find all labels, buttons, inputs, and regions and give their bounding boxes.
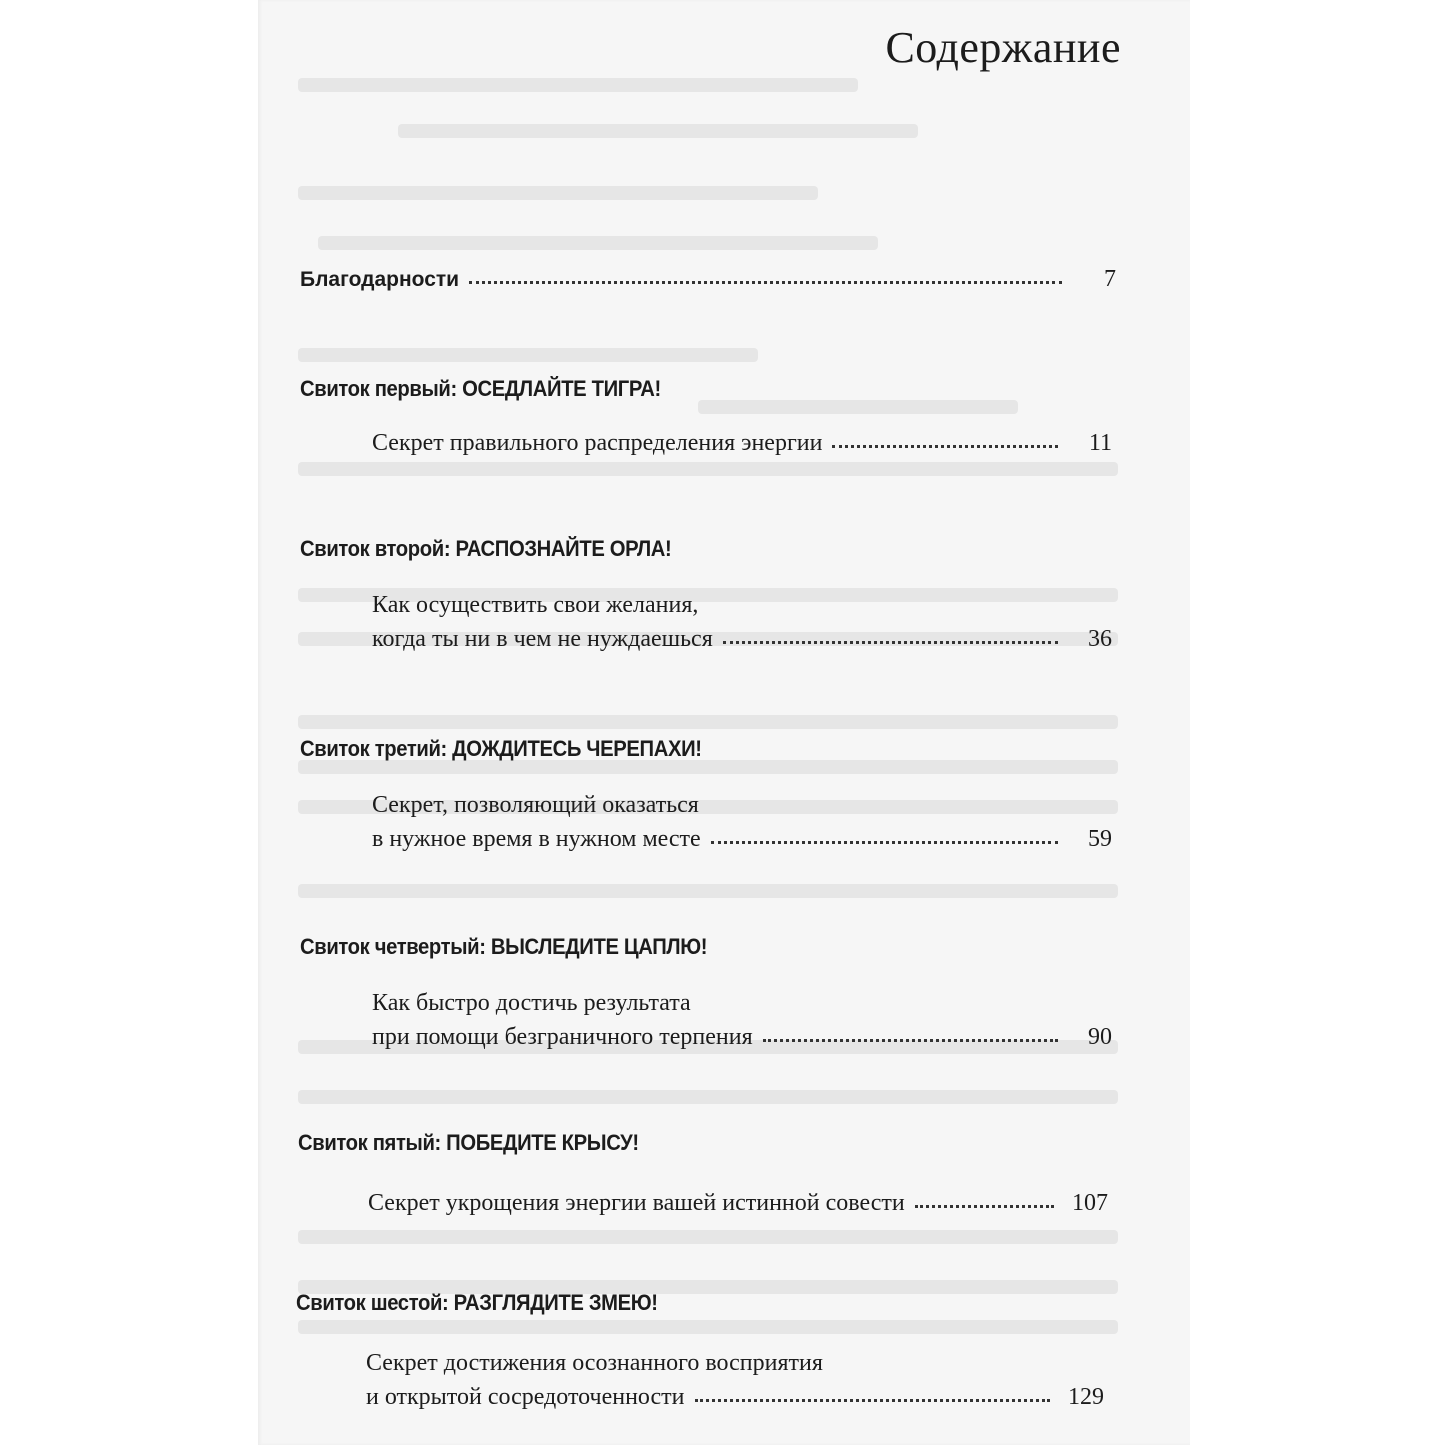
page-number: 107 [1072, 1190, 1108, 1216]
toc-entry-2[interactable] [372, 588, 1112, 656]
entry-label-line2: и открытой сосредоточенности [366, 1384, 685, 1410]
book-page [258, 0, 1190, 1445]
entry-label: Секрет правильного распределения энергии [372, 430, 823, 456]
scroll-heading-2[interactable]: Свиток второй: РАСПОЗНАЙТЕ ОРЛА! [300, 536, 672, 561]
scroll-heading-4[interactable]: Свиток четвертый: ВЫСЛЕДИТЕ ЦАПЛЮ! [300, 934, 708, 959]
page-number: 7 [1104, 266, 1116, 292]
page-number: 36 [1088, 626, 1112, 652]
leader-dots [695, 1393, 1051, 1402]
leader-dots [711, 835, 1058, 844]
scroll-heading-1[interactable]: Свиток первый: ОСЕДЛАЙТЕ ТИГРА! [300, 376, 661, 401]
page-number: 129 [1068, 1384, 1104, 1410]
leader-dots [723, 635, 1058, 644]
toc-entry-5[interactable] [368, 1186, 1108, 1220]
scroll-heading-3[interactable]: Свиток третий: ДОЖДИТЕСЬ ЧЕРЕПАХИ! [300, 736, 702, 761]
entry-label-line1: Как осуществить свои желания, [372, 592, 699, 618]
toc-entry-3[interactable] [372, 788, 1112, 856]
toc-entry-6[interactable] [366, 1346, 1104, 1414]
page-number: 59 [1088, 826, 1112, 852]
toc-entry-4[interactable] [372, 986, 1112, 1054]
entry-label-line1: Как быстро достичь результата [372, 990, 691, 1016]
entry-label-line1: Секрет, позволяющий оказаться [372, 792, 699, 818]
leader-dots [832, 439, 1058, 448]
page-number: 90 [1088, 1024, 1112, 1050]
page-title: Содержание [885, 23, 1121, 72]
leader-dots [469, 275, 1062, 284]
leader-dots [915, 1199, 1054, 1208]
page-number: 11 [1088, 430, 1112, 456]
entry-label: Благодарности [300, 268, 460, 291]
toc-entry-1[interactable] [372, 426, 1112, 460]
leader-dots [763, 1033, 1058, 1042]
entry-label: Секрет укрощения энергии вашей истинной совести [368, 1190, 905, 1216]
scroll-heading-6[interactable]: Свиток шестой: РАЗГЛЯДИТЕ ЗМЕЮ! [296, 1290, 658, 1315]
entry-label-line2: в нужное время в нужном месте [372, 826, 701, 852]
entry-label-line1: Секрет достижения осознанного восприятия [366, 1350, 823, 1376]
toc-entry-acknowledgments[interactable] [300, 262, 1120, 297]
entry-label-line2: при помощи безграничного терпения [372, 1024, 753, 1050]
entry-label-line2: когда ты ни в чем не нуждаешься [372, 626, 713, 652]
scroll-heading-5[interactable]: Свиток пятый: ПОБЕДИТЕ КРЫСУ! [298, 1130, 639, 1155]
